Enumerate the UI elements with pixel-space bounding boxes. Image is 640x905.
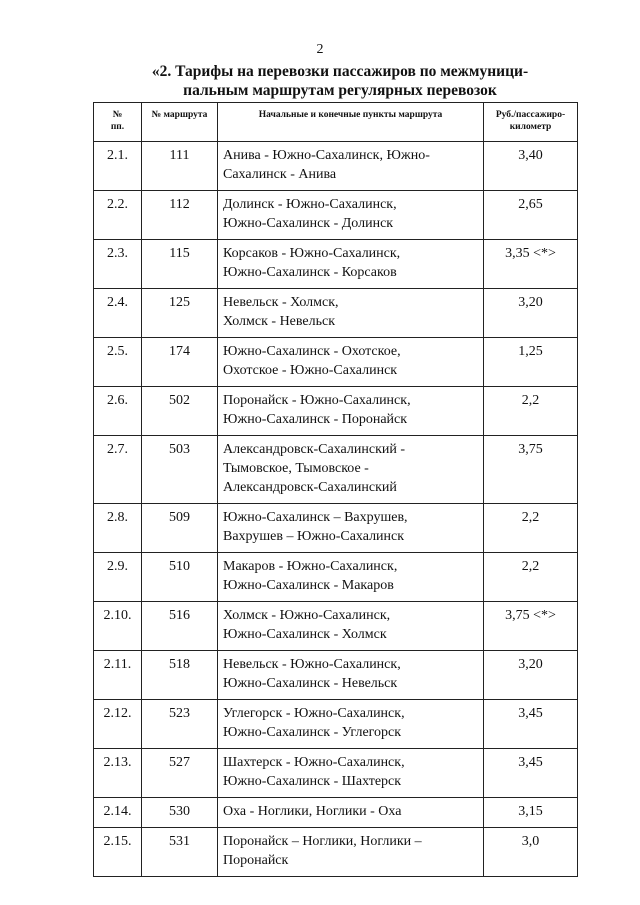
row-number: 2.1. [94,142,142,191]
tariff-rate: 3,75 <*> [484,602,578,651]
route-points-line: Южно-Сахалинск - Невельск [223,676,398,691]
tariff-rate: 2,2 [484,553,578,602]
table-row [94,828,578,877]
route-points-line: Южно-Сахалинск - Охотское, [223,344,401,359]
row-number: 2.6. [94,387,142,436]
route-points-line: Тымовское, Тымовское - [223,461,369,476]
title-line-1: «2. Тарифы на перевозки пассажиров по межмуници- [151,63,529,80]
route-points-line: Сахалинск - Анива [223,167,337,182]
route-number: 174 [142,338,218,387]
table-row [94,798,578,828]
route-points-line: Южно-Сахалинск - Корсаков [223,265,397,280]
route-points-line: Оха - Ноглики, Ноглики - Оха [223,804,402,819]
route-number: 530 [142,798,218,828]
route-points-line: Южно-Сахалинск - Поронайск [223,412,408,427]
table-row [94,700,578,749]
route-points [218,338,484,387]
row-number: 2.3. [94,240,142,289]
header-route: № маршрута [142,103,218,142]
tariff-rate: 3,40 [484,142,578,191]
table-row [94,338,578,387]
table-row [94,504,578,553]
route-points-line: Холмск - Невельск [223,314,336,329]
tariff-rate: 2,2 [484,387,578,436]
route-points-line: Южно-Сахалинск - Долинск [223,216,394,231]
route-number: 531 [142,828,218,877]
route-points-line: Невельск - Южно-Сахалинск, [223,657,401,672]
route-points [218,828,484,877]
route-points-line: Поронайск - Южно-Сахалинск, [223,393,411,408]
tariff-rate: 2,2 [484,504,578,553]
route-points [218,504,484,553]
route-number: 518 [142,651,218,700]
table-row [94,553,578,602]
route-points-line: Александровск-Сахалинский - [223,442,406,457]
table-header-row [94,103,578,142]
route-points-line: Южно-Сахалинск – Вахрушев, [223,510,408,525]
route-points-line: Южно-Сахалинск - Углегорск [223,725,402,740]
route-number: 510 [142,553,218,602]
route-points-line: Углегорск - Южно-Сахалинск, [223,706,405,721]
table-row [94,191,578,240]
route-number: 125 [142,289,218,338]
route-points-line: Шахтерск - Южно-Сахалинск, [223,755,405,770]
route-points-line: Анива - Южно-Сахалинск, Южно- [223,148,430,163]
route-points-line: Поронайск [223,853,289,868]
route-points-line: Холмск - Южно-Сахалинск, [223,608,391,623]
route-points [218,240,484,289]
route-points-line: Южно-Сахалинск - Холмск [223,627,387,642]
row-number: 2.10. [94,602,142,651]
tariff-rate: 3,35 <*> [484,240,578,289]
header-num: № пп. [94,103,142,142]
route-number: 516 [142,602,218,651]
header-rate: Руб./пассажиро- километр [484,103,578,142]
route-points-line: Вахрушев – Южно-Сахалинск [223,529,405,544]
route-number: 502 [142,387,218,436]
route-points-line: Невельск - Холмск, [223,295,339,310]
row-number: 2.5. [94,338,142,387]
tariff-rate: 3,15 [484,798,578,828]
route-number: 111 [142,142,218,191]
tariff-rate: 1,25 [484,338,578,387]
route-points [218,602,484,651]
title-line-2: пальным маршрутам регулярных перевозок [183,82,497,99]
tariff-rate: 3,20 [484,289,578,338]
route-points-line: Охотское - Южно-Сахалинск [223,363,398,378]
table-row [94,142,578,191]
route-points [218,553,484,602]
header-points: Начальные и конечные пункты маршрута [218,103,484,142]
row-number: 2.2. [94,191,142,240]
route-points-line: Южно-Сахалинск - Шахтерск [223,774,402,789]
route-number: 115 [142,240,218,289]
route-points-line: Корсаков - Южно-Сахалинск, [223,246,401,261]
route-points [218,387,484,436]
table-row [94,436,578,504]
tariff-rate: 3,45 [484,700,578,749]
section-title [90,62,590,100]
route-number: 527 [142,749,218,798]
row-number: 2.4. [94,289,142,338]
route-points [218,749,484,798]
table-row [94,289,578,338]
tariff-rate: 3,75 [484,436,578,504]
route-points [218,191,484,240]
row-number: 2.15. [94,828,142,877]
tariff-table [93,102,578,877]
table-row [94,240,578,289]
route-points [218,436,484,504]
route-number: 503 [142,436,218,504]
route-points [218,700,484,749]
route-number: 509 [142,504,218,553]
route-number: 523 [142,700,218,749]
row-number: 2.7. [94,436,142,504]
page-number: 2 [316,42,324,57]
tariff-rate: 3,0 [484,828,578,877]
row-number: 2.8. [94,504,142,553]
route-points-line: Александровск-Сахалинский [223,480,397,495]
row-number: 2.14. [94,798,142,828]
row-number: 2.12. [94,700,142,749]
route-points [218,651,484,700]
table-row [94,387,578,436]
row-number: 2.9. [94,553,142,602]
table-row [94,602,578,651]
tariff-rate: 2,65 [484,191,578,240]
route-points [218,798,484,828]
row-number: 2.11. [94,651,142,700]
route-points-line: Южно-Сахалинск - Макаров [223,578,394,593]
route-number: 112 [142,191,218,240]
tariff-rate: 3,45 [484,749,578,798]
route-points-line: Долинск - Южно-Сахалинск, [223,197,397,212]
route-points [218,142,484,191]
table-row [94,749,578,798]
route-points [218,289,484,338]
route-points-line: Поронайск – Ноглики, Ноглики – [223,834,422,849]
tariff-rate: 3,20 [484,651,578,700]
table-row [94,651,578,700]
row-number: 2.13. [94,749,142,798]
route-points-line: Макаров - Южно-Сахалинск, [223,559,398,574]
